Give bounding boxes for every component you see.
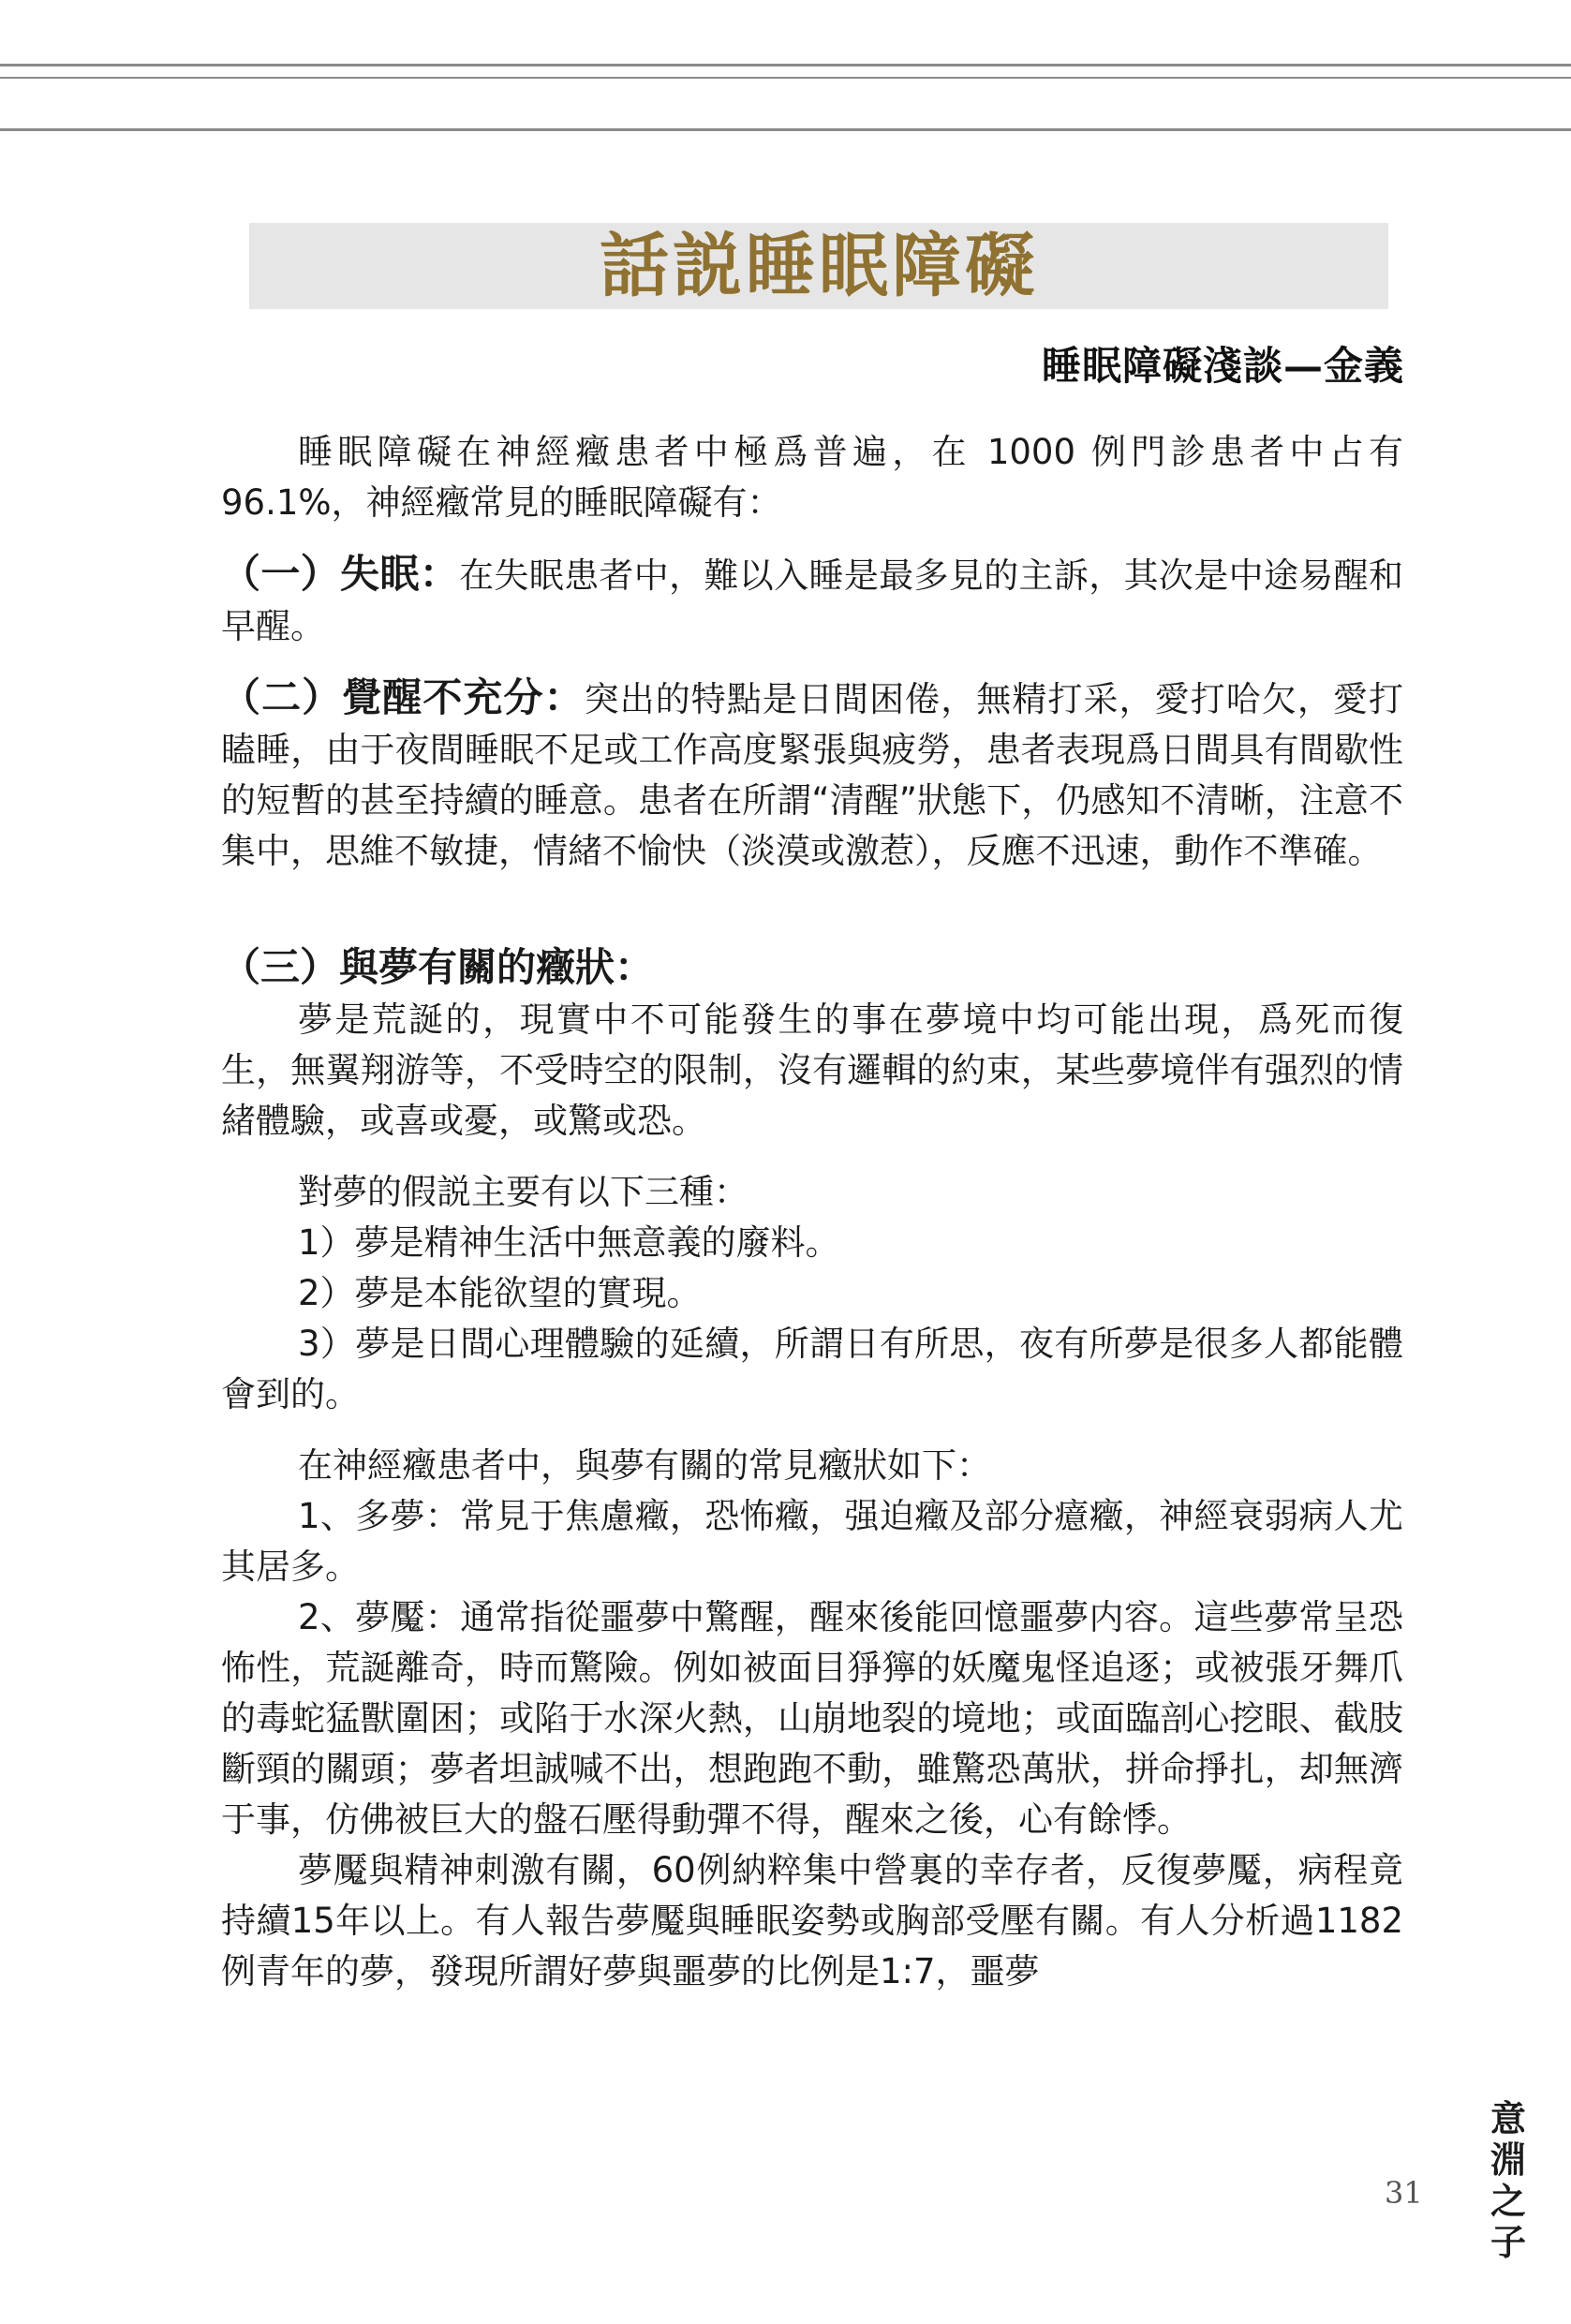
article-title: 話説睡眠障礙 — [600, 226, 1038, 306]
hypothesis-intro: 對夢的假説主要有以下三種： — [298, 1172, 748, 1212]
section-arousal — [221, 673, 1403, 877]
section-dream — [221, 942, 1403, 995]
intro-paragraph: 睡眠障礙在神經癥患者中極爲普遍，在 1000 例門診患者中占有 96.1%，神經癥常見的睡眠障礙有： — [221, 432, 1403, 523]
nightmare-paragraph: 夢魘與精神刺激有關，60例納粹集中營裏的幸存者，反復夢魘，病程竟持續15年以上。有人報告夢魘與睡眠姿勢或胸部受壓有關。有人分析過1182例青年的夢，發現所謂好夢與噩夢的比例是1:7，噩夢 — [221, 1850, 1403, 1991]
hypothesis-item-2: 2）夢是本能欲望的實現。 — [298, 1273, 702, 1313]
hypothesis-item-1: 1）夢是精神生活中無意義的廢料。 — [298, 1222, 840, 1263]
section-dream-heading: （三）與夢有關的癥狀： — [221, 944, 655, 990]
hypothesis-item-3: 3）夢是日間心理體驗的延續，所謂日有所思，夜有所夢是很多人都能體會到的。 — [221, 1324, 1403, 1414]
symptom-item-2: 2、夢魘：通常指從噩夢中驚醒，醒來後能回憶噩夢内容。這些夢常呈恐怖性，荒誕離奇，時而驚險。例如被面目猙獰的妖魔鬼怪追逐；或被張牙舞爪的毒蛇猛獸圍困；或陷于水深火熱，山崩地裂的境地；或面臨剖心挖眼、截肢斷頸的關頭；夢者坦誠喊不出，想跑跑不動，雖驚恐萬狀，拼命掙扎，却無濟于事，仿佛被巨大的盤石壓得動彈不得，醒來之後，心有餘悸。 — [221, 1597, 1403, 1840]
section-arousal-text: 突出的特點是日間困倦，無精打采，愛打哈欠，愛打瞌睡，由于夜間睡眠不足或工作高度緊張與疲勞，患者表現爲日間具有間歇性的短暫的甚至持續的睡意。患者在所謂“清醒”狀態下，仍感知不清晰，注意不集中，思維不敏捷，情緒不愉快（淡漠或激惹），反應不迅速，動作不準確。 — [221, 679, 1403, 871]
symptoms-intro: 在神經癥患者中，與夢有關的常見癥狀如下： — [298, 1445, 991, 1486]
dream-paragraph: 夢是荒誕的，現實中不可能發生的事在夢境中均可能出現，爲死而復生，無翼翔游等，不受時空的限制，沒有邏輯的約束，某些夢境伴有强烈的情緒體驗，或喜或憂，或驚或恐。 — [221, 999, 1403, 1141]
header-rule-top — [0, 64, 1571, 67]
symptom-item-1: 1、多夢：常見于焦慮癥，恐怖癥，强迫癥及部分癔癥，神經衰弱病人尤其居多。 — [221, 1496, 1403, 1587]
article-subtitle: 睡眠障礙淺談—金義 — [1041, 343, 1404, 389]
section-arousal-heading: （二）覺醒不充分： — [221, 674, 585, 720]
header-rule-bottom — [0, 128, 1571, 131]
article-body — [221, 427, 1403, 1997]
side-vertical-label: 意淵之子 — [1489, 2098, 1526, 2263]
page-number: 31 — [1385, 2175, 1423, 2211]
section-insomnia-text: 在失眠患者中，難以入睡是最多見的主訴，其次是中途易醒和早醒。 — [221, 555, 1403, 646]
section-insomnia-heading: （一）失眠： — [221, 551, 460, 597]
header-rule-middle — [0, 77, 1571, 79]
section-insomnia — [221, 549, 1403, 652]
